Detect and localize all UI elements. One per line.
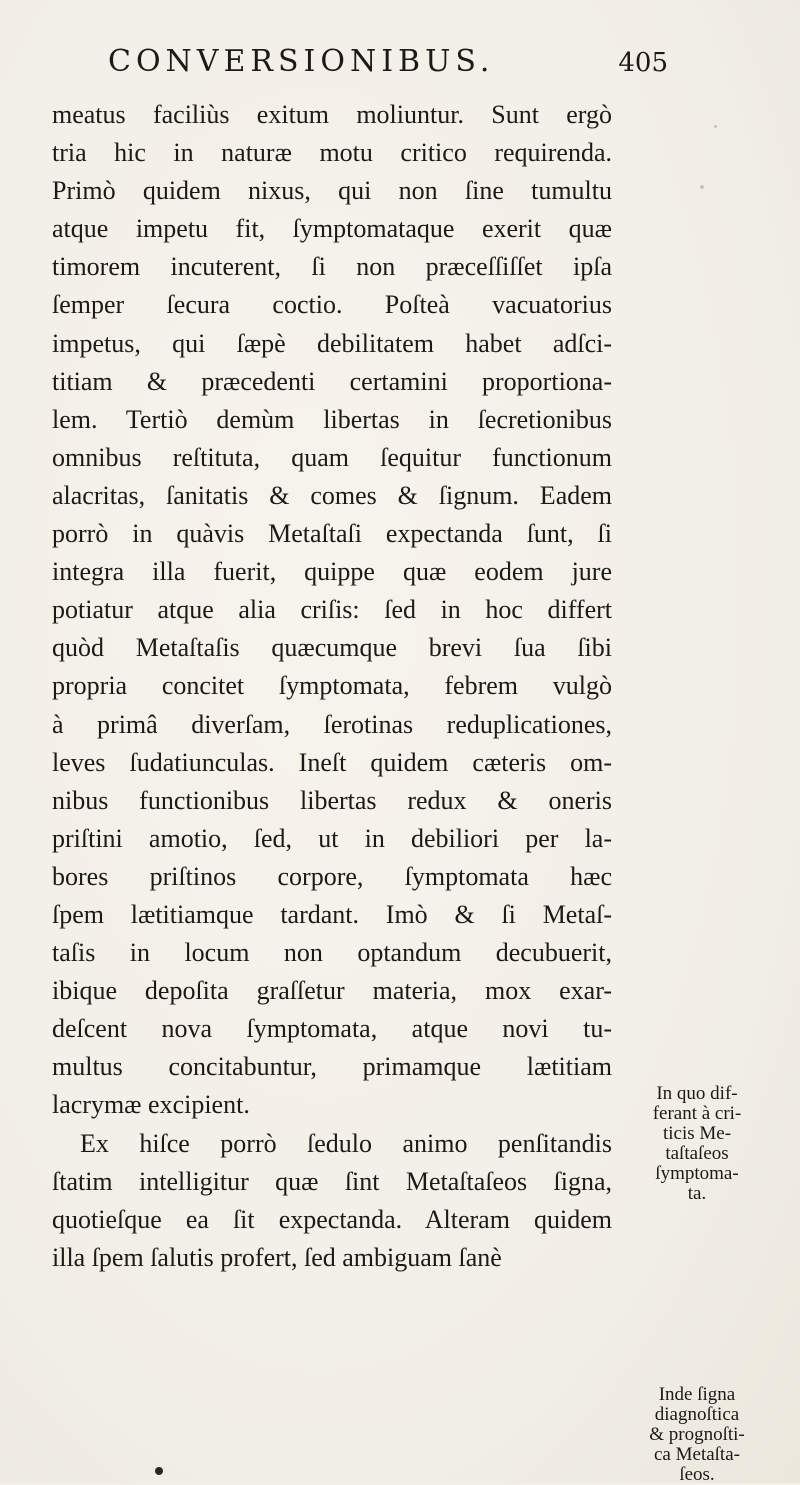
text-line: Primò quidem nixus, qui non ſine tumultu [52,176,612,206]
ink-dot [155,1467,163,1475]
text-line: ſtatim intelligitur quæ ſint Metaſtaſeos ſigna, [52,1166,612,1196]
text-line: ſemper ſecura coctio. Poſteà vacuatorius [52,290,612,320]
text-line: ibique depoſita graſſetur materia, mox exar- [52,976,612,1006]
text-line: meatus faciliùs exitum moliuntur. Sunt ergò [52,100,612,129]
paper-speck [700,185,704,189]
text-line: deſcent nova ſymptomata, atque novi tu- [52,1014,612,1044]
margin-note-line: diagnoſtica [654,1404,740,1425]
text-line: quotieſque ea ſit expectanda. Alteram quidem [52,1204,612,1234]
margin-note-line: Inde ſigna [658,1384,736,1405]
text-line: à primâ diverſam, ſerotinas reduplicationes, [52,709,612,739]
text-line: ſpem lætitiamque tardant. Imò & ſi Metaſ- [52,899,612,929]
margin-note-line: ticis Me- [662,1123,732,1144]
text-line: quòd Metaſtaſis quæcumque brevi ſua ſibi [52,633,612,663]
margin-note-line: ca Metaſta- [654,1444,740,1465]
text-line: porrò in quàvis Metaſtaſi expectanda ſunt, ſi [52,519,612,549]
text-line: titiam & præcedenti certamini proportiona- [52,366,612,396]
margin-note-line: ferant à cri- [652,1103,742,1124]
margin-note-line: ta. [687,1183,707,1204]
margin-note-line: In quo dif- [656,1083,738,1104]
running-head [108,44,668,94]
paper-speck [714,125,717,128]
text-line: lem. Tertiò demùm libertas in ſecretionibus [52,404,612,434]
margin-note [622,1385,772,1485]
margin-note [622,1084,772,1204]
text-line: leves ſudatiunculas. Ineſt quidem cæteris om- [52,747,612,777]
text-line: potiatur atque alia criſis: ſed in hoc differt [52,595,612,625]
margin-note-line: ſeos. [679,1464,715,1485]
text-line: priſtini amotio, ſed, ut in debiliori per la- [52,823,612,853]
text-line: timorem incuterent, ſi non præceſſiſſet ipſa [52,252,612,282]
text-line: omnibus reſtituta, quam ſequitur functionum [52,442,612,472]
text-line: integra illa fuerit, quippe quæ eodem jure [52,557,612,587]
margin-note-line: taſtaſeos [665,1143,729,1164]
text-line: multus concitabuntur, primamque lætitiam [52,1052,612,1082]
running-head-title: CONVERSIONIBUS. [108,44,495,79]
margin-note-line: & prognoſti- [649,1424,745,1445]
text-line: atque impetu fit, ſymptomataque exerit quæ [52,214,612,244]
text-line: impetus, qui ſæpè debilitatem habet adſci- [52,328,612,358]
page-number: 405 [618,48,668,78]
margin-note-line: ſymptoma- [655,1163,739,1184]
text-line: Ex hiſce porrò ſedulo animo penſitandis [80,1128,612,1158]
body-text [52,96,612,1277]
text-line: bores priſtinos corpore, ſymptomata hæc [52,861,612,891]
text-line: taſis in locum non optandum decubuerit, [52,938,612,968]
text-line: lacrymæ excipient. [52,1090,250,1120]
text-line: nibus functionibus libertas redux & oneris [52,785,612,815]
text-line: illa ſpem ſalutis profert, ſed ambiguam ſanè [52,1242,502,1272]
text-line: alacritas, ſanitatis & comes & ſignum. Eadem [52,480,612,510]
text-line: tria hic in naturæ motu critico requirenda. [52,138,612,168]
text-line: propria concitet ſymptomata, febrem vulgò [52,671,612,701]
